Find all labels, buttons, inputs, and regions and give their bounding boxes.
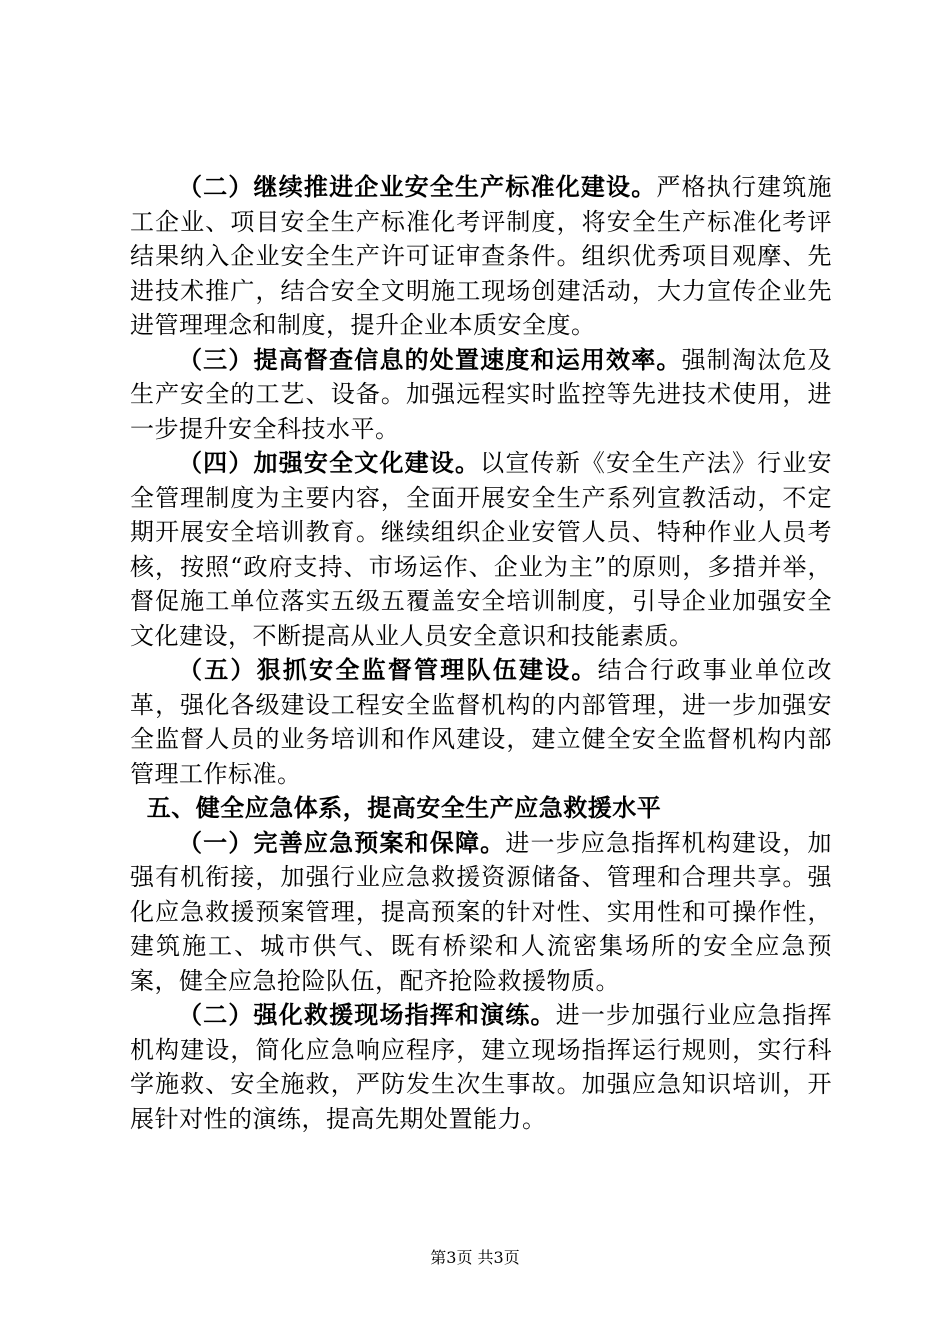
- paragraph-text: 以宣传新《安全生产法》行业安全管理制度为主要内容，全面开展安全生产系列宣教活动，不定期开展安全培训教育。继续组织企业安管人员、特种作业人员考核，按照“政府支持、市场运作、企业为主”的原则，多措并举，督促施工单位落实五级五覆盖安全培训制度，引导企业加强安全文化建设，不断提高从业人员安全意识和技能素质。: [130, 449, 833, 650]
- paragraph-lead: （二）继续推进企业安全生产标准化建设。: [178, 173, 657, 201]
- paragraph-lead: （五）狠抓安全监督管理队伍建设。: [178, 656, 598, 684]
- paragraph-rescue-drill: [130, 998, 832, 1136]
- paragraph-safety-culture: [130, 446, 832, 653]
- paragraph-lead: （一）完善应急预案和保障。: [178, 828, 506, 857]
- paragraph-text: 进一步加强行业应急指挥机构建设，简化应急响应程序，建立现场指挥运行规则，实行科学施救、安全施救，严防发生次生事故。加强应急知识培训，开展针对性的演练，提高先期处置能力。: [130, 1001, 833, 1133]
- paragraph-lead: （三）提高督查信息的处置速度和运用效率。: [178, 345, 682, 374]
- paragraph-text: 结合行政事业单位改革，强化各级建设工程安全监督机构的内部管理，进一步加强安全监督人员的业务培训和作风建设，建立健全安全监督机构内部管理工作标准。: [130, 656, 833, 788]
- paragraph-emergency-plan: [130, 826, 832, 999]
- paragraph-supervision-team: [130, 653, 832, 791]
- section-heading: 五、健全应急体系，提高安全生产应急救援水平: [146, 794, 662, 822]
- paragraph-text: 进一步应急指挥机构建设，加强有机衔接，加强行业应急救援资源储备、管理和合理共享。强化应急救援预案管理，提高预案的针对性、实用性和可操作性，建筑施工、城市供气、既有桥梁和人流密集场所的安全应急预案，健全应急抢险队伍，配齐抢险救援物质。: [130, 828, 833, 995]
- paragraph-lead: （二）强化救援现场指挥和演练。: [178, 1001, 556, 1029]
- paragraph-lead: （四）加强安全文化建设。: [178, 449, 481, 477]
- page-number-footer: 第3页 共3页: [430, 1248, 520, 1267]
- document-body: [130, 170, 832, 1136]
- paragraph-inspection-info: [130, 343, 832, 447]
- paragraph-standardization: [130, 170, 832, 343]
- paragraph-text: 严格执行建筑施工企业、项目安全生产标准化考评制度，将安全生产标准化考评结果纳入企业安全生产许可证审查条件。组织优秀项目观摩、先进技术推广，结合安全文明施工现场创建活动，大力宣传企业先进管理理念和制度，提升企业本质安全度。: [130, 173, 833, 339]
- paragraph-text: 强制淘汰危及生产安全的工艺、设备。加强远程实时监控等先进技术使用，进一步提升安全科技水平。: [130, 345, 833, 443]
